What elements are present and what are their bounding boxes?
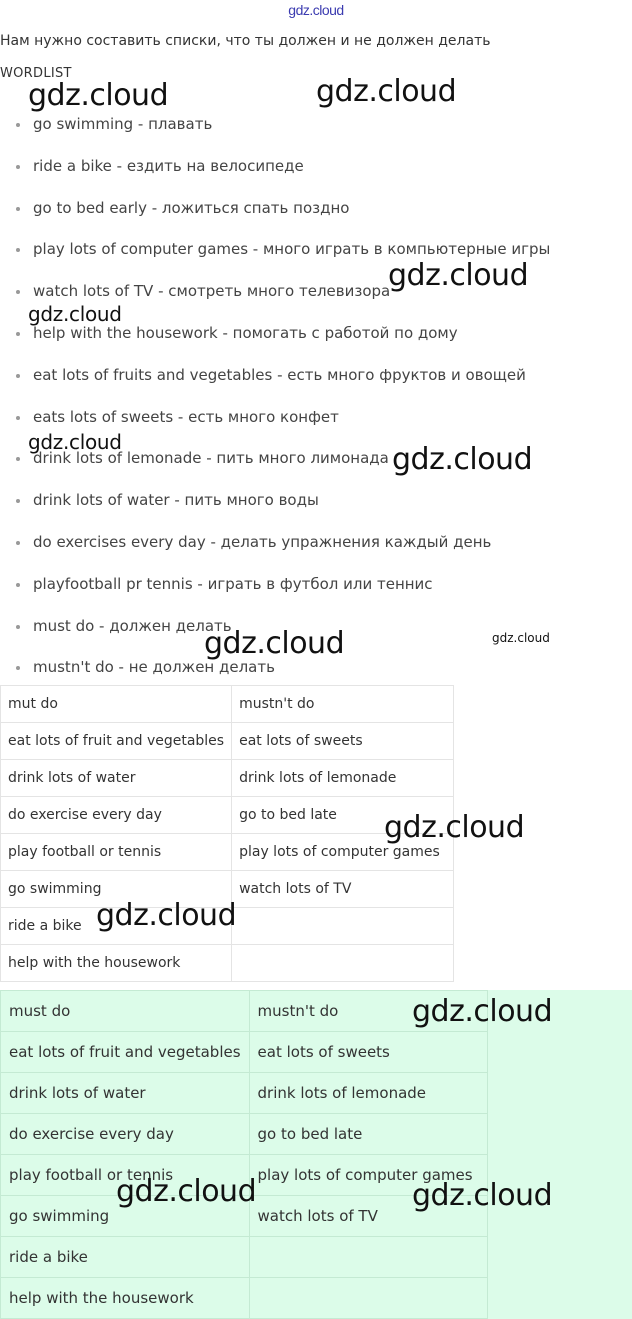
list-item [0,522,550,564]
watermark: gdz.cloud [392,442,533,477]
watermark: gdz.cloud [384,810,525,845]
list-item-text: drink lots of water - пить много воды [33,491,319,510]
list-item-text: go swimming - плавать [33,115,213,133]
list-item-text: help with the housework - помогать с работой по дому [33,323,458,342]
bullet-icon [16,123,20,127]
watermark: gdz.cloud [412,994,553,1029]
list-item-text: playfootball pr tennis - играть в футбол или теннис [33,574,433,593]
table-cell: play lots of computer games [232,834,454,871]
table-row [1,1237,488,1278]
bullet-icon [16,499,20,503]
list-item-text: ride a bike - ездить на велосипеде [33,156,304,175]
table-cell: drink lots of lemonade [249,1073,487,1114]
table-cell: eat lots of sweets [232,723,454,760]
table-cell: ride a bike [1,908,232,945]
table-cell: do exercise every day [1,1114,250,1155]
list-item [0,480,550,522]
table-row [1,723,454,760]
table-cell: help with the housework [1,945,232,982]
answer-table [0,990,488,1319]
table-row [1,760,454,797]
list-item-text: drink lots of lemonade - пить много лимонада [33,449,389,468]
table-cell: eat lots of sweets [249,1032,487,1073]
table-cell: must do [1,991,250,1032]
watermark: gdz.cloud [28,78,169,113]
watermark: gdz.cloud [492,631,550,645]
site-brand[interactable]: gdz.cloud [288,2,344,18]
table-cell [232,908,454,945]
bullet-icon [16,374,20,378]
table-cell: do exercise every day [1,797,232,834]
bullet-icon [16,541,20,545]
list-item [0,146,550,188]
list-item-text: eats lots of sweets - есть много конфет [33,407,339,426]
table-cell: go to bed late [249,1114,487,1155]
table-row [1,1278,488,1319]
page-heading: Нам нужно составить списки, что ты должен и не должен делать [0,33,491,49]
table-cell: mustn't do [232,686,454,723]
list-item-text: eat lots of fruits and vegetables - есть много фруктов и овощей [33,365,526,384]
table-cell [232,945,454,982]
list-item-text: do exercises every day - делать упражнения каждый день [33,532,492,551]
list-item [0,564,550,606]
bullet-icon [16,625,20,629]
bullet-icon [16,248,20,252]
bullet-icon [16,457,20,461]
table-cell: play football or tennis [1,834,232,871]
table-cell: eat lots of fruit and vegetables [1,723,232,760]
watermark: gdz.cloud [116,1174,257,1209]
table-cell: help with the housework [1,1278,250,1319]
watermark: gdz.cloud [96,898,237,933]
list-item-text: play lots of computer games - много играть в компьютерные игры [33,240,551,259]
table-cell: watch lots of TV [232,871,454,908]
bullet-icon [16,207,20,211]
list-item-text: go to bed early - ложиться спать поздно [33,198,350,217]
table-cell: mustn't do [249,991,487,1032]
table-cell: go swimming [1,1196,250,1237]
table-row [1,686,454,723]
list-item-text: must do - должен делать [33,616,232,635]
table-cell: mut do [1,686,232,723]
table-cell: eat lots of fruit and vegetables [1,1032,250,1073]
bullet-icon [16,666,20,670]
watermark: gdz.cloud [28,430,122,454]
list-item [0,188,550,230]
bullet-icon [16,416,20,420]
list-item-text: watch lots of TV - смотреть много телевизора [33,282,391,301]
table-cell: play lots of computer games [249,1155,487,1196]
wordlist-title: WORDLIST [0,66,72,81]
bullet-icon [16,290,20,294]
bullet-icon [16,165,20,169]
list-item-text: mustn't do - не должен делать [33,658,275,677]
wordlist [0,104,550,689]
watermark: gdz.cloud [204,626,345,661]
watermark: gdz.cloud [28,302,122,326]
table-cell: go to bed late [232,797,454,834]
table-row [1,1114,488,1155]
table-cell: drink lots of water [1,760,232,797]
watermark: gdz.cloud [412,1178,553,1213]
table-cell: ride a bike [1,1237,250,1278]
table-cell: play football or tennis [1,1155,250,1196]
list-item [0,355,550,397]
table-cell [249,1278,487,1319]
table-row [1,1032,488,1073]
watermark: gdz.cloud [388,258,529,293]
table-row [1,945,454,982]
bullet-icon [16,332,20,336]
bullet-icon [16,583,20,587]
table-row [1,1073,488,1114]
table-cell: watch lots of TV [249,1196,487,1237]
table-cell [249,1237,487,1278]
table-cell: go swimming [1,871,232,908]
table-cell: drink lots of water [1,1073,250,1114]
watermark: gdz.cloud [316,74,457,109]
table-cell: drink lots of lemonade [232,760,454,797]
